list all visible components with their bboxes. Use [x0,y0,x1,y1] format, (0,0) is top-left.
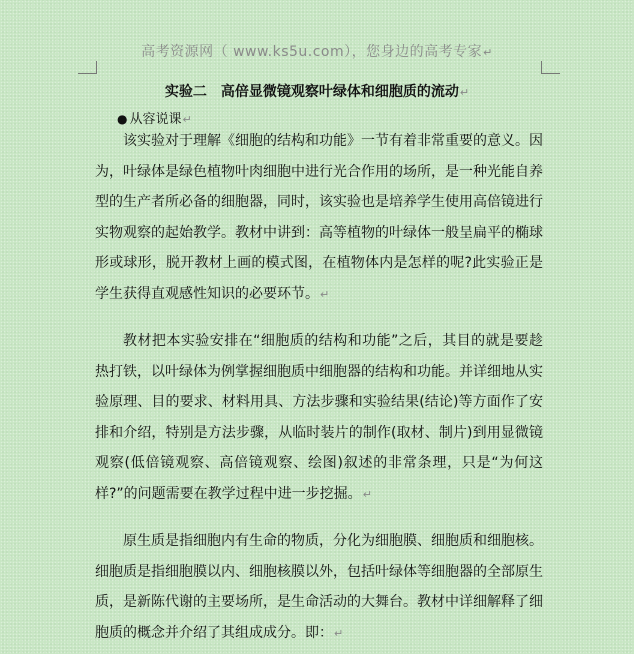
paragraph-text: 原生质是指细胞内有生命的物质，分化为细胞膜、细胞质和细胞核。细胞质是指细胞膜以内、细胞核膜以外，包括叶绿体等细胞器的全部原生质，是新陈代谢的主要场所，是生命活动的大舞台。教材中详细解释了细胞质的概念并介绍了其组成成分。即： [95,533,543,641]
margin-corner-right-icon [541,61,560,74]
paragraph-mark-icon: ↵ [320,287,330,301]
paragraph-mark-icon: ↵ [334,626,344,640]
paragraph-mark-icon: ↵ [459,86,470,99]
margin-corner-left-icon [78,61,97,74]
page-header [0,41,634,61]
section-label: 从容说课 [129,112,182,127]
title-text: 实验二 高倍显微镜观察叶绿体和细胞质的流动 [164,84,459,100]
paragraph-mark-icon: ↵ [483,46,493,59]
bullet-icon: ● [117,112,128,126]
section-heading [117,108,192,127]
body-paragraph-2 [95,326,543,510]
paragraph-mark-icon: ↵ [362,487,372,501]
body-paragraph-3 [95,526,543,649]
paragraph-text: 该实验对于理解《细胞的结构和功能》一节有着非常重要的意义。因为，叶绿体是绿色植物叶肉细胞中进行光合作用的场所，是一种光能自养型的生产者所必备的细胞器，同时，该实验也是培养学生使用高倍镜进行实物观察的起始教学。教材中讲到：高等植物的叶绿体一般呈扁平的椭球形或球形，脱开教材上画的模式图，在植物体内是怎样的呢?此实验正是学生获得直观感性知识的必要环节。 [95,133,543,302]
paragraph-text: 教材把本实验安排在“细胞质的结构和功能”之后，其目的就是要趁热打铁，以叶绿体为例掌握细胞质中细胞器的结构和功能。并详细地从实验原理、目的要求、材料用具、方法步骤和实验结果(结论)等方面作了安排和介绍，特别是方法步骤，从临时装片的制作(取材、制片)到用显微镜观察(低倍镜观察、高倍镜观察、绘图)叙述的非常条理，只是“为何这样?”的问题需要在教学过程中进一步挖掘。 [95,333,543,502]
document-title [0,81,634,101]
body-paragraph-1 [95,126,543,310]
header-text: 高考资源网（ www.ks5u.com），您身边的高考专家 [141,44,483,60]
paragraph-mark-icon: ↵ [182,113,192,126]
